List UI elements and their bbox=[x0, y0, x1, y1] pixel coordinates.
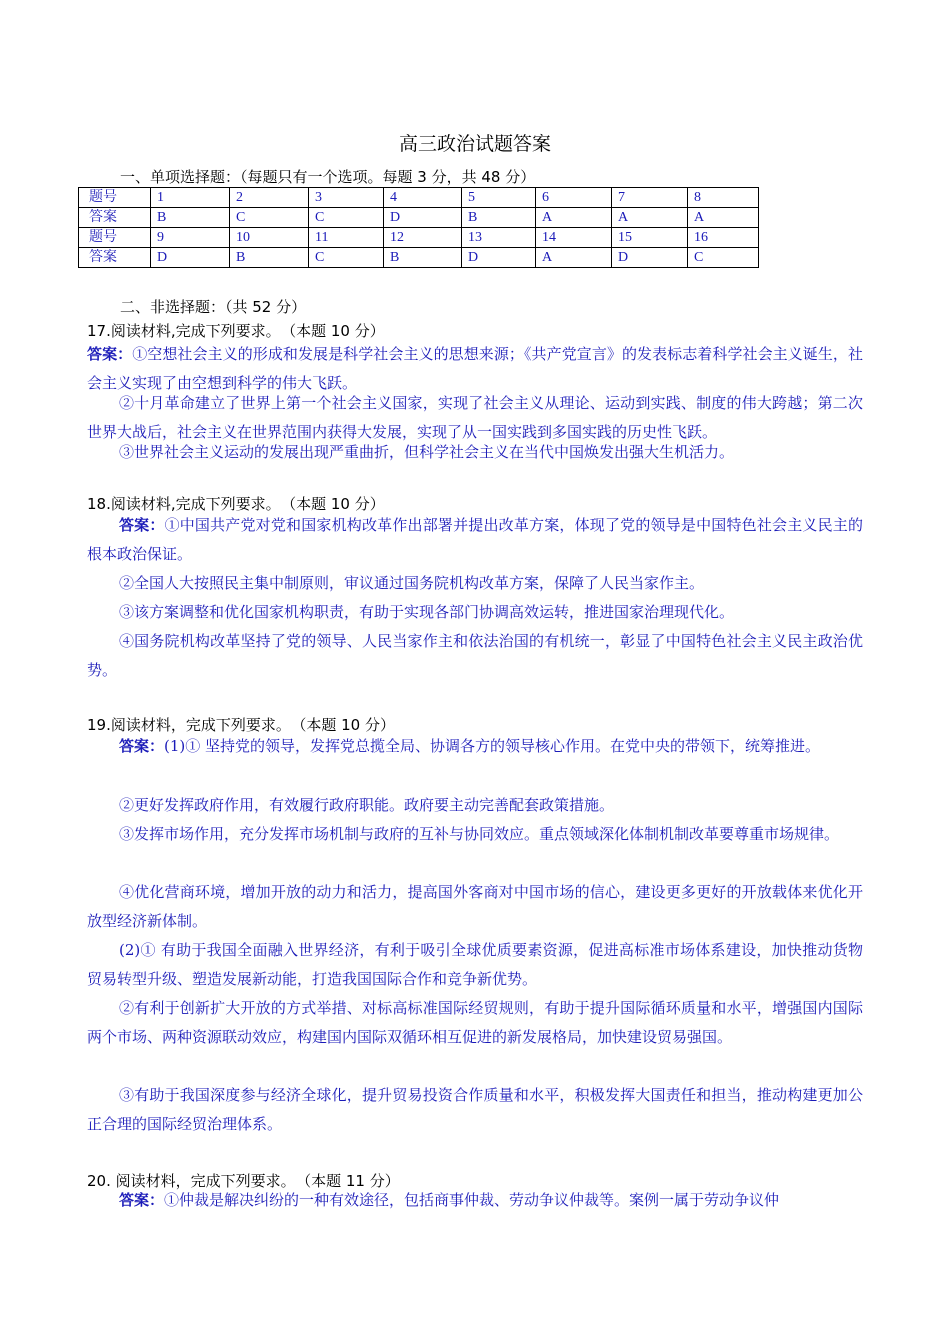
q18-answer-p2: ②全国人大按照民主集中制原则，审议通过国务院机构改革方案，保障了人民当家作主。 bbox=[119, 574, 705, 592]
table-cell: 7 bbox=[612, 188, 688, 208]
q19-answer-p3: ③发挥市场作用，充分发挥市场机制与政府的互补与协同效应。重点领域深化体制机制改革要尊重市场规律。 bbox=[119, 825, 840, 843]
table-cell: C bbox=[688, 248, 759, 268]
table-cell: 答案 bbox=[79, 208, 151, 228]
table-cell: 11 bbox=[309, 228, 384, 248]
table-cell: 题号 bbox=[79, 228, 151, 248]
table-cell: 6 bbox=[536, 188, 612, 208]
table-cell: 10 bbox=[230, 228, 309, 248]
table-row bbox=[79, 228, 759, 248]
q17-answer-p2: ②十月革命建立了世界上第一个社会主义国家，实现了社会主义从理论、运动到实践、制度的伟大跨越；第二次世界大战后，社会主义在世界范围内获得大发展，实现了从一国实践到多国实践的历史性飞跃。 bbox=[87, 394, 863, 441]
section-heading-choice: 一、单项选择题：（每题只有一个选项。每题 3 分，共 48 分） bbox=[120, 168, 536, 186]
table-row bbox=[79, 188, 759, 208]
question-title: 18.阅读材料,完成下列要求。 bbox=[87, 495, 281, 513]
answer-table bbox=[78, 187, 759, 268]
table-cell: 8 bbox=[688, 188, 759, 208]
question-score: （本题 10 分） bbox=[288, 495, 385, 513]
answer-text: ①空想社会主义的形成和发展是科学社会主义的思想来源；《共产党宣言》的发表标志着科学社会主义诞生，社会主义实现了由空想到科学的伟大飞跃。 bbox=[87, 345, 863, 392]
table-cell: 13 bbox=[462, 228, 536, 248]
table-cell: A bbox=[688, 208, 759, 228]
question-score: （本题 10 分） bbox=[288, 322, 385, 340]
question-17-heading bbox=[87, 320, 385, 341]
table-cell: B bbox=[462, 208, 536, 228]
table-cell: B bbox=[230, 248, 309, 268]
answer-label: 答案： bbox=[119, 1191, 165, 1209]
table-cell: 2 bbox=[230, 188, 309, 208]
table-cell: A bbox=[612, 208, 688, 228]
q20-answer-p1 bbox=[87, 1186, 863, 1215]
table-cell: C bbox=[309, 248, 384, 268]
table-row bbox=[79, 248, 759, 268]
question-score: （本题 11 分） bbox=[303, 1172, 400, 1190]
q18-answer-p4: ④国务院机构改革坚持了党的领导、人民当家作主和依法治国的有机统一，彰显了中国特色社会主义民主政治优势。 bbox=[87, 632, 863, 679]
table-cell: C bbox=[309, 208, 384, 228]
question-title: 20. 阅读材料，完成下列要求。 bbox=[87, 1172, 296, 1190]
q18-answer-p3: ③该方案调整和优化国家机构职责，有助于实现各部门协调高效运转，推进国家治理现代化。 bbox=[119, 603, 735, 621]
table-cell: 3 bbox=[309, 188, 384, 208]
answer-text: ①仲裁是解决纠纷的一种有效途径，包括商事仲裁、劳动争议仲裁等。案例一属于劳动争议仲 bbox=[164, 1191, 780, 1209]
table-cell: 1 bbox=[151, 188, 230, 208]
answer-label: 答案： bbox=[119, 737, 165, 755]
table-cell: 12 bbox=[384, 228, 462, 248]
answer-label: 答案： bbox=[119, 516, 165, 534]
table-cell: 答案 bbox=[79, 248, 151, 268]
answer-text: (1)① 坚持党的领导，发挥党总揽全局、协调各方的领导核心作用。在党中央的带领下，统筹推进。 bbox=[164, 737, 821, 755]
section-heading-nonchoice: 二、非选择题：（共 52 分） bbox=[120, 298, 307, 316]
table-cell: 题号 bbox=[79, 188, 151, 208]
table-cell: 14 bbox=[536, 228, 612, 248]
q19-answer-p5: (2)① 有助于我国全面融入世界经济，有利于吸引全球优质要素资源，促进高标准市场体系建设，加快推动货物贸易转型升级、塑造发展新动能，打造我国国际合作和竞争新优势。 bbox=[87, 941, 863, 988]
question-title: 19.阅读材料，完成下列要求。 bbox=[87, 716, 291, 734]
q19-answer-p7: ③有助于我国深度参与经济全球化，提升贸易投资合作质量和水平，积极发挥大国责任和担当，推动构建更加公正合理的国际经贸治理体系。 bbox=[87, 1086, 863, 1133]
q19-answer-p2: ②更好发挥政府作用，有效履行政府职能。政府要主动完善配套政策措施。 bbox=[119, 796, 615, 814]
q19-answer-p1 bbox=[87, 732, 863, 761]
q18-answer-p1 bbox=[87, 511, 863, 569]
table-cell: A bbox=[536, 248, 612, 268]
table-cell: 4 bbox=[384, 188, 462, 208]
answer-text: ①中国共产党对党和国家机构改革作出部署并提出改革方案，体现了党的领导是中国特色社会主义民主的根本政治保证。 bbox=[87, 516, 863, 563]
table-cell: D bbox=[612, 248, 688, 268]
q19-answer-p6: ②有利于创新扩大开放的方式举措、对标高标准国际经贸规则，有助于提升国际循环质量和水平，增强国内国际两个市场、两种资源联动效应，构建国内国际双循环相互促进的新发展格局，加快建设贸易强国。 bbox=[87, 999, 863, 1046]
table-row bbox=[79, 208, 759, 228]
q19-answer-p4: ④优化营商环境，增加开放的动力和活力，提高国外客商对中国市场的信心，建设更多更好的开放载体来优化开放型经济新体制。 bbox=[87, 883, 863, 930]
table-cell: A bbox=[536, 208, 612, 228]
table-cell: 15 bbox=[612, 228, 688, 248]
table-cell: 16 bbox=[688, 228, 759, 248]
question-score: （本题 10 分） bbox=[298, 716, 395, 734]
table-cell: D bbox=[384, 208, 462, 228]
page-title: 高三政治试题答案 bbox=[398, 133, 551, 155]
table-cell: 5 bbox=[462, 188, 536, 208]
table-cell: B bbox=[384, 248, 462, 268]
table-cell: 9 bbox=[151, 228, 230, 248]
question-title: 17.阅读材料,完成下列要求。 bbox=[87, 322, 281, 340]
q17-answer-p3: ③世界社会主义运动的发展出现严重曲折，但科学社会主义在当代中国焕发出强大生机活力。 bbox=[119, 443, 735, 461]
answer-label: 答案： bbox=[87, 345, 133, 363]
table-cell: C bbox=[230, 208, 309, 228]
table-cell: B bbox=[151, 208, 230, 228]
table-cell: D bbox=[151, 248, 230, 268]
table-cell: D bbox=[462, 248, 536, 268]
